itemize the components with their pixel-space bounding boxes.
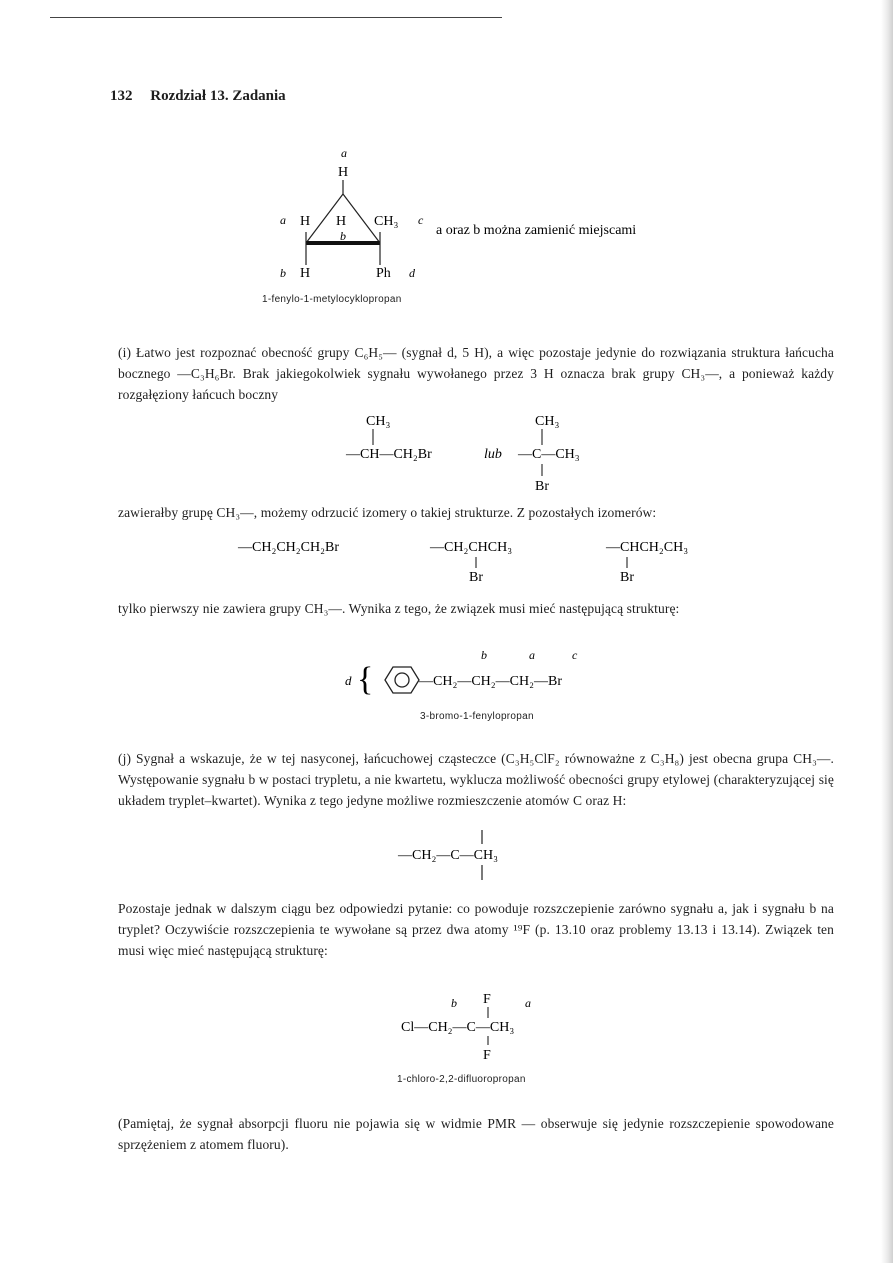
isomer-3: —CHCH₂CH₃ (606, 540, 689, 555)
group-ph: Ph (376, 266, 391, 281)
final-note: (Pamiętaj, że sygnał absorpcji fluoru nie pojawia się w widmie PMR — obserwuje się jedynie rozszczepienie spowodowane sprzężeniem z atomem fluoru). (118, 1116, 834, 1152)
paragraph-j: (j) Sygnał a wskazuje, że w tej nasyconej, łańcuchowej cząsteczce (C₃H₅ClF₂ równoważne z C₃H₈) jest obecna grupa CH₃—. Występowanie sygnału b w postaci trypletu, a nie kwartetu, wyklucza możliwość obecności grupy etylowej (charakteryzującej się układem tryplet–kwartet). Wynika z tego jedyne możliwe rozmieszczenie atomów C oraz H: (118, 751, 834, 808)
right-ch3: CH₃ (535, 414, 560, 429)
paragraph-i3: tylko pierwszy nie zawiera grupy CH₃—. Wynika z tego, że związek musi mieć następującą strukturę: (118, 601, 680, 616)
chain-j: —CH₂—C—CH₃ (398, 848, 498, 863)
label-b-bottom: b (280, 266, 286, 280)
fluorine-top: F (483, 992, 491, 1007)
benzene-ring (385, 667, 419, 693)
label-d: d (409, 266, 415, 280)
label-a2: a (529, 648, 535, 662)
caption-fig3: 1-chloro-2,2-difluoropropan (397, 1074, 526, 1085)
benzene-circle (395, 673, 409, 687)
label-a3: a (525, 996, 531, 1010)
paragraph-j2: Pozostaje jednak w dalszym ciągu bez odpowiedzi pytanie: co powoduje rozszczepienie zarówno sygnału a, jak i sygnału b na tryplet? Oczywiście rozszczepienia te wywołane są przez dwa atomy ¹⁹F (p. 13.10 oraz problemy 13.13 i 13.14). Związek ten musi więc mieć następującą strukturę: (118, 901, 834, 958)
isomer-2-br: Br (469, 570, 483, 585)
partial-structure-j (390, 828, 590, 884)
atom-h-bottom: H (300, 266, 311, 281)
branched-isomers (330, 408, 630, 493)
top-rule (50, 17, 502, 18)
curly-brace: { (357, 661, 374, 698)
label-a-left: a (280, 213, 286, 227)
label-b3: b (451, 996, 457, 1010)
caption-fig1: 1-fenylo-1-metylocyklopropan (262, 294, 402, 305)
main-chain: Cl—CH₂—C—CH₃ (401, 1020, 515, 1035)
propyl-chain: —CH₂—CH₂—CH₂—Br (419, 674, 562, 689)
right-br: Br (535, 479, 549, 493)
left-ch3: CH₃ (366, 414, 391, 429)
label-c2: c (572, 648, 578, 662)
fluorine-bottom: F (483, 1048, 491, 1063)
bromophenylpropane-structure (335, 640, 635, 710)
left-chain: —CH—CH₂Br (346, 447, 432, 462)
caption-fig2: 3-bromo-1-fenylopropan (420, 711, 534, 722)
group-ch3: CH₃ (374, 214, 399, 229)
paragraph-i2: zawierałby grupę CH₃—, możemy odrzucić izomery o takiej strukturze. Z pozostałych izomerów: (118, 505, 657, 520)
paragraph-i: (i) Łatwo jest rozpoznać obecność grupy C₆H₅— (sygnał d, 5 H), a więc pozostaje jedynie do rozwiązania struktura łańcucha bocznego —C₃H₆Br. Brak jakiegokolwiek sygnału wywołanego przez 3 H oznacza brak grupy CH₃—, a ponieważ każdy rozgałęziony łańcuch boczny (118, 345, 834, 402)
isomer-2: —CH₂CHCH₃ (430, 540, 513, 555)
page-number: 132 (110, 88, 133, 104)
atom-h-center: H (336, 214, 347, 229)
cyclopropane-structure (270, 140, 710, 315)
page-header (110, 88, 286, 105)
atom-h-top: H (338, 165, 349, 180)
page-edge-shadow (881, 0, 893, 1263)
isomer-1: —CH₂CH₂CH₂Br (238, 540, 339, 555)
label-d2: d (345, 673, 352, 688)
label-b-center: b (340, 229, 346, 243)
linear-isomers (220, 532, 740, 587)
label-b2: b (481, 648, 487, 662)
label-c: c (418, 213, 424, 227)
right-chain: —C—CH₃ (518, 447, 580, 462)
isomer-3-br: Br (620, 570, 634, 585)
chlorodifluoropropane-structure (395, 983, 595, 1063)
swap-note: a oraz b można zamienić miejscami (436, 223, 637, 238)
chapter-title: Rozdział 13. Zadania (150, 88, 286, 104)
lub-word: lub (484, 447, 502, 462)
label-a-top: a (341, 146, 347, 160)
atom-h-left: H (300, 214, 311, 229)
